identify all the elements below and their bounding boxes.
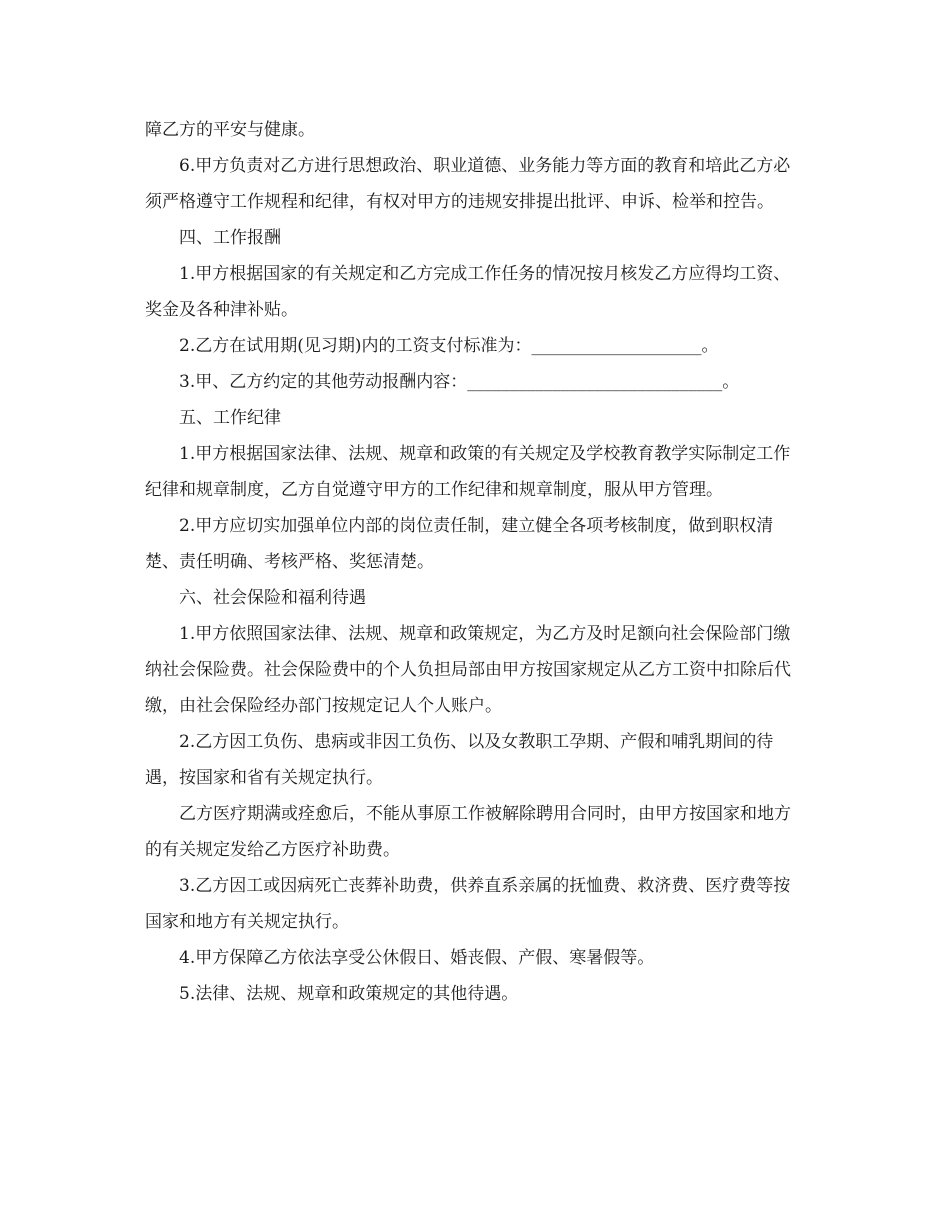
- paragraph-insurance-4: 4.甲方保障乙方依法享受公休假日、婚丧假、产假、寒暑假等。: [179, 948, 655, 968]
- paragraph-discipline-1: 1.甲方根据国家法律、法规、规章和政策的有关规定及学校教育教学实际制定工作纪律和规章制度，乙方自觉遵守甲方的工作纪律和规章制度，服从甲方管理。: [145, 444, 791, 500]
- section-heading-social-insurance: 六、社会保险和福利待遇: [179, 588, 366, 608]
- paragraph-discipline-2: 2.甲方应切实加强单位内部的岗位责任制，建立健全各项考核制度，做到职权清楚、责任明确、考核严格、奖惩清楚。: [145, 516, 774, 572]
- section-heading-work-remuneration: 四、工作报酬: [179, 228, 281, 248]
- paragraph-insurance-medical: 乙方医疗期满或痊愈后，不能从事原工作被解除聘用合同时，由甲方按国家和地方的有关规定发给乙方医疗补助费。: [145, 804, 791, 860]
- document-page: [145, 112, 805, 1012]
- paragraph-remuneration-3: 3.甲、乙方约定的其他劳动报酬内容：______________________________。: [179, 372, 740, 392]
- paragraph-insurance-1: 1.甲方依照国家法律、法规、规章和政策规定，为乙方及时足额向社会保险部门缴纳社会保险费。社会保险费中的个人负担局部由甲方按国家规定从乙方工资中扣除后代缴，由社会保险经办部门按规定记人个人账户。: [145, 624, 791, 716]
- section-heading-work-discipline: 五、工作纪律: [179, 408, 281, 428]
- paragraph-continuation: 障乙方的平安与健康。: [145, 120, 315, 140]
- paragraph-remuneration-1: 1.甲方根据国家的有关规定和乙方完成工作任务的情况按月核发乙方应得均工资、奖金及各种津补贴。: [145, 264, 791, 320]
- paragraph-clause-6-education: 6.甲方负责对乙方进行思想政治、职业道德、业务能力等方面的教育和培此乙方必须严格遵守工作规程和纪律，有权对甲方的违规安排提出批评、申诉、检举和控告。: [145, 156, 791, 212]
- paragraph-insurance-5: 5.法律、法规、规章和政策规定的其他待遇。: [179, 984, 519, 1004]
- paragraph-insurance-3: 3.乙方因工或因病死亡丧葬补助费，供养直系亲属的抚恤费、救济费、医疗费等按国家和地方有关规定执行。: [145, 876, 791, 932]
- paragraph-insurance-2: 2.乙方因工负伤、患病或非因工负伤、以及女教职工孕期、产假和哺乳期间的待遇，按国家和省有关规定执行。: [145, 732, 774, 788]
- paragraph-remuneration-2: 2.乙方在试用期(见习期)内的工资支付标准为：____________________。: [179, 336, 719, 356]
